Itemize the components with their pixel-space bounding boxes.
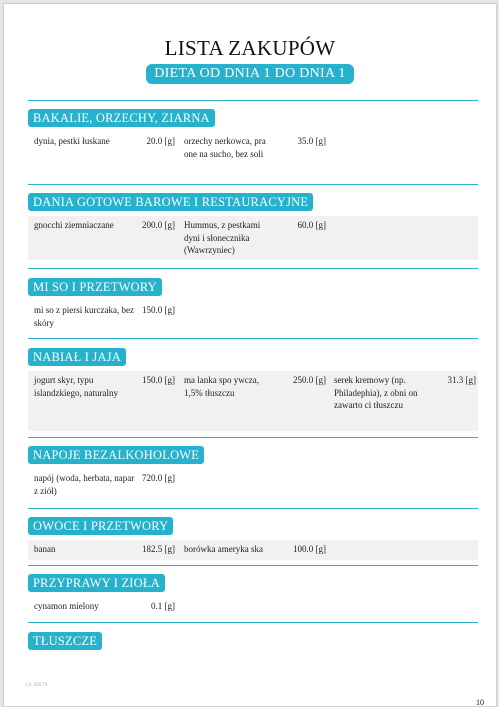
item-row <box>28 301 478 333</box>
item-row <box>28 371 478 431</box>
item-name: gnocchi ziemniaczane <box>34 220 114 230</box>
item-name: serek kremowy (np. Philadephia), z obni on zawarto ci tłuszczu <box>334 375 418 410</box>
item-quantity: 60.0 [g] <box>297 220 326 230</box>
item-quantity: 31.3 [g] <box>447 375 476 385</box>
item-quantity: 150.0 [g] <box>142 305 175 315</box>
subtitle-container <box>4 64 496 84</box>
item-name: napój (woda, herbata, napar z ziół) <box>34 473 135 496</box>
item-quantity: 200.0 [g] <box>142 220 175 230</box>
item-quantity: 20.0 [g] <box>146 136 175 146</box>
item-quantity: 720.0 [g] <box>142 473 175 483</box>
item-row <box>28 469 478 503</box>
item-name: cynamon mielony <box>34 601 99 611</box>
category-heading: NABIAŁ I JAJA <box>28 348 126 366</box>
item-row <box>28 540 478 560</box>
category-heading: TŁUSZCZE <box>28 632 102 650</box>
category-heading: BAKALIE, ORZECHY, ZIARNA <box>28 109 215 127</box>
item-name: Hummus, z pestkami dyni i słonecznika (Wawrzyniec) <box>184 220 261 255</box>
category-heading: PRZYPRAWY I ZIOŁA <box>28 574 165 592</box>
item-quantity: 100.0 [g] <box>293 544 326 554</box>
category-heading: MI SO I PRZETWORY <box>28 278 162 296</box>
item-name: orzechy nerkowca, pra one na sucho, bez soli <box>184 136 266 159</box>
section-divider <box>28 268 478 269</box>
diet-period-badge: DIETA OD DNIA 1 DO DNIA 1 <box>146 64 353 84</box>
category-heading: OWOCE I PRZETWORY <box>28 517 173 535</box>
category-heading: DANIA GOTOWE BAROWE I RESTAURACYJNE <box>28 193 313 211</box>
section-divider <box>28 184 478 185</box>
item-name: ma lanka spo ywcza, 1,5% tłuszczu <box>184 375 259 398</box>
footer-logo: LA DIETA <box>26 682 48 687</box>
item-row <box>28 132 478 174</box>
item-quantity: 250.0 [g] <box>293 375 326 385</box>
item-row <box>28 216 478 260</box>
document-page <box>3 3 497 707</box>
item-name: banan <box>34 544 56 554</box>
item-quantity: 182.5 [g] <box>142 544 175 554</box>
item-quantity: 0.1 [g] <box>151 601 175 611</box>
item-quantity: 150.0 [g] <box>142 375 175 385</box>
item-name: dynia, pestki łuskane <box>34 136 110 146</box>
section-divider <box>28 100 478 101</box>
item-name: mi so z piersi kurczaka, bez skóry <box>34 305 134 328</box>
item-name: borówka ameryka ska <box>184 544 263 554</box>
item-quantity: 35.0 [g] <box>297 136 326 146</box>
item-name: jogurt skyr, typu islandzkiego, naturalny <box>34 375 118 398</box>
item-row <box>28 597 478 617</box>
page-number: 10 <box>476 698 484 707</box>
section-divider <box>28 338 478 339</box>
section-divider <box>28 565 478 566</box>
page-title: LISTA ZAKUPÓW <box>164 36 336 60</box>
category-heading: NAPOJE BEZALKOHOLOWE <box>28 446 204 464</box>
section-divider <box>28 622 478 623</box>
section-divider <box>28 508 478 509</box>
section-divider <box>28 437 478 438</box>
